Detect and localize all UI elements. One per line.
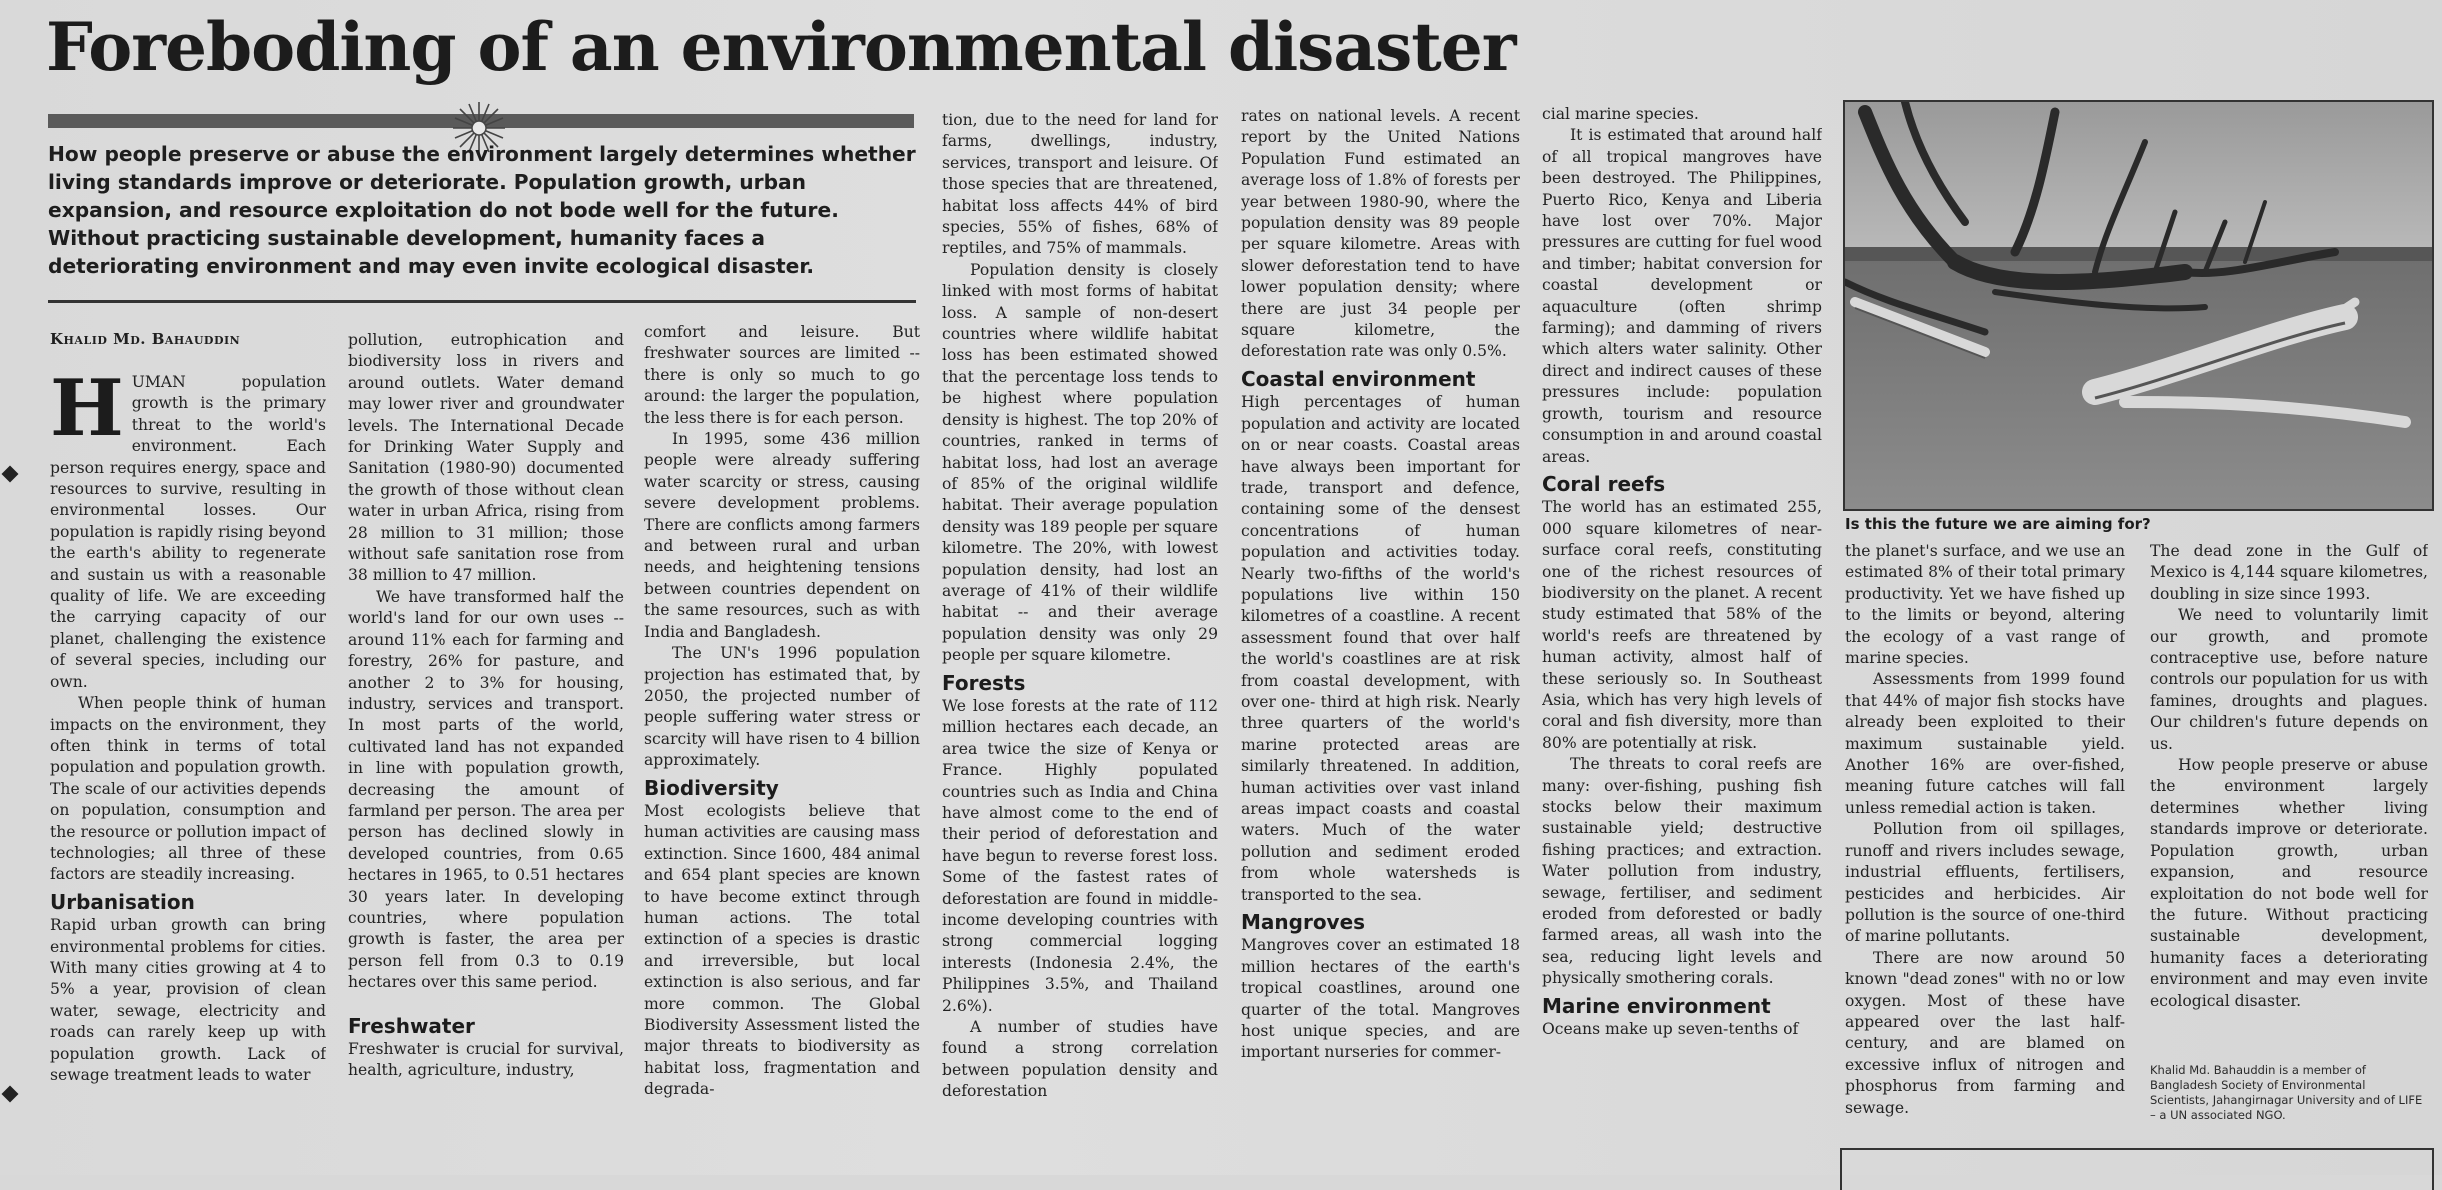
paragraph: In 1995, some 436 million people were already suffering water scarcity or stress, causing severe development problems. There are conflicts among farmers and between rural and urban needs, and heightening tensions between countries dependent on the same resources, such as with India and Bangladesh.	[644, 430, 920, 641]
paragraph: tion, due to the need for land for farms, dwellings, industry, services, transport and leisure. Of those species that are threatened, habitat loss affects 44% of bird species, 55% of fishes, 68% of reptiles, and 75% of mammals.	[942, 111, 1218, 258]
drop-cap: H	[50, 372, 124, 454]
lead-paragraph: HUMAN population growth is the primary threat to the world's environment. Each person requires energy, space and resources to survive, resulting in environmental losses. Our population is rapidly rising beyond the earth's ability to regenerate and sustain us with a reasonable quality of life. We are exceeding the carrying capacity of our planet, challenging the existence of several species, including our own.	[50, 372, 326, 691]
article-column-5	[1241, 106, 1520, 1162]
paragraph: It is estimated that around half of all tropical mangroves have been destroyed. The Philippines, Puerto Rico, Kenya and Liberia have lost over 70%. Major pressures are cutting for fuel wood and timber; habitat conversion for coastal development or aquaculture (often shrimp farming); and damming of rivers which alters water salinity. Other direct and indirect causes of these pressures include: population growth, tourism and resource consumption in and around coastal areas.	[1542, 126, 1822, 466]
paragraph: High percentages of human population and activity are located on or near coasts. Coastal areas have always been important for trade, transport and defence, containing some of the densest concentrations of human population and activities today. Nearly two-fifths of the world's populations live within 150 kilometres of a coastline. A recent assessment found that over half the world's coastlines are at risk from coastal development, with over one- third at high risk. Nearly three quarters of the world's marine protected areas are similarly threatened. In addition, human activities over vast inland areas impact coasts and coastal waters. Much of the water pollution and sediment eroded from whole watersheds is transported to the sea.	[1241, 393, 1520, 904]
paragraph: Rapid urban growth can bring environmental problems for cities. With many cities growing at 4 to 5% a year, provision of clean water, sewage, electricity and roads can rarely keep up with population growth. Lack of sewage treatment leads to water	[50, 916, 326, 1084]
paragraph: The threats to coral reefs are many: over-fishing, pushing fish stocks below their maximum sustainable yield; destructive fishing practices; and extraction. Water pollution from industry, sewage, fertiliser, and sediment eroded from deforested or badly farmed areas, all wash into the sea, reducing light levels and physically smothering corals.	[1542, 755, 1822, 988]
subhead-marine-environment: Marine environment	[1542, 993, 1771, 1018]
deck-rule	[48, 300, 916, 303]
paragraph: How people preserve or abuse the environment largely determines whether living standards improve or deteriorate. Population growth, urban expansion, and resource exploitation do not bode well for the future. Without practicing sustainable development, humanity faces a deteriorating environment and may even invite ecological disaster.	[2150, 756, 2428, 1010]
author-credit: Khalid Md. Bahauddin is a member of Bangladesh Society of Environmental Scientists, Jahangirnagar University and of LIFE – a UN associated NGO.	[2150, 1063, 2423, 1122]
article-column-7	[1845, 541, 2125, 1141]
paragraph: When people think of human impacts on the environment, they often think in terms of total population and population growth. The scale of our activities depends on population, consumption and the resource or pollution impact of technologies; all three of these factors are steadily increasing.	[50, 694, 326, 884]
article-column-6	[1542, 104, 1822, 1162]
paragraph: comfort and leisure. But freshwater sources are limited -- there is only so much to go around: the larger the population, the less there is for each person.	[644, 323, 920, 427]
deck-summary: How people preserve or abuse the environment largely determines whether living standards improve or deteriorate. Population growth, urban expansion, and resource exploitation do not bode well for the future. Without practicing sustainable development, humanity faces a deteriorating environment and may even invite ecological disaster.	[48, 142, 916, 278]
subhead-mangroves: Mangroves	[1241, 910, 1366, 935]
paragraph: Mangroves cover an estimated 18 million hectares of the earth's tropical coastlines, around one quarter of the total. Mangroves host unique species, and are important nurseries for commer-	[1241, 936, 1520, 1062]
subhead-freshwater: Freshwater	[348, 1013, 475, 1038]
paragraph: A number of studies have found a strong correlation between population density and deforestation	[942, 1018, 1218, 1101]
paragraph: rates on national levels. A recent report by the United Nations Population Fund estimated an average loss of 1.8% of forests per year between 1980-90, where the population density was 89 people per square kilometre. Areas with slower deforestation tend to have lower population density; where there are just 34 people per square kilometre, the deforestation rate was only 0.5%.	[1241, 107, 1520, 361]
adjacent-article-box	[1840, 1148, 2434, 1190]
paragraph: We have transformed half the world's land for our own uses -- around 11% each for farming and forestry, 26% for pasture, and another 2 to 3% for housing, industry, services and transport. In most parts of the world, cultivated land has not expanded in line with population growth, decreasing the amount of farmland per person. The area per person has declined slowly in developed countries, from 0.65 hectares in 1965, to 0.51 hectares 30 years later. In developing countries, where population growth is faster, the area per person fell from 0.3 to 0.19 hectares over this same period.	[348, 587, 624, 992]
photo-caption: Is this the future we are aiming for?	[1845, 515, 2151, 533]
subhead-coastal-environment: Coastal environment	[1241, 366, 1476, 391]
paragraph: Freshwater is crucial for survival, health, agriculture, industry,	[348, 1040, 624, 1080]
paragraph: The world has an estimated 255, 000 square kilometres of near-surface coral reefs, constituting one of the richest resources of biodiversity on the planet. A recent study estimated that 58% of the world's reefs are threatened by human activity, almost half of these seriously so. In Southeast Asia, which has very high levels of coral and fish diversity, more than 80% are potentially at risk.	[1542, 498, 1822, 752]
article-photo	[1843, 100, 2434, 511]
paragraph: We lose forests at the rate of 112 million hectares each decade, an area twice the size of Kenya or France. Highly populated countries such as India and China have almost come to the end of their period of deforestation and have begun to reverse forest loss. Some of the fastest rates of deforestation are found in middle-income developing countries with strong commercial logging interests (Indonesia 2.4%, the Philippines 3.5%, and Thailand 2.6%).	[942, 696, 1218, 1015]
article-column-8	[2150, 541, 2428, 1057]
paragraph: The UN's 1996 population projection has estimated that, by 2050, the projected number of people suffering water stress or scarcity will have risen to 4 billion approximately.	[644, 644, 920, 770]
margin-mark	[2, 1086, 19, 1103]
subhead-forests: Forests	[942, 670, 1026, 695]
paragraph: We need to voluntarily limit our growth, and promote contraceptive use, before nature controls our population for us with famines, droughts and plagues. Our children's future depends on us.	[2150, 606, 2428, 753]
article-column-1	[50, 372, 326, 1162]
byline: Khalid Md. Bahauddin	[50, 330, 241, 348]
paragraph: The dead zone in the Gulf of Mexico is 4,144 square kilometres, doubling in size since 1993.	[2150, 542, 2428, 603]
paragraph: Pollution from oil spillages, runoff and rivers includes sewage, industrial effluents, fertilisers, pesticides and herbicides. Air pollution is the source of one-third of marine pollutants.	[1845, 820, 2125, 946]
headline: Foreboding of an environmental disaster	[46, 8, 1516, 86]
driftwood-photo	[1845, 102, 2432, 509]
article-column-2	[348, 330, 624, 1162]
paragraph: Assessments from 1999 found that 44% of major fish stocks have already been exploited to their maximum sustainable yield. Another 16% are over-fished, meaning future catches will fall unless remedial action is taken.	[1845, 670, 2125, 817]
subhead-urbanisation: Urbanisation	[50, 889, 195, 914]
paragraph: Oceans make up seven-tenths of	[1542, 1020, 1799, 1039]
paragraph: Population density is closely linked with most forms of habitat loss. A sample of non-desert countries where wildlife habitat loss has been estimated showed that the percentage loss tends to be highest where population density is highest. The top 20% of countries, ranked in terms of habitat loss, had lost an average of 85% of the original wildlife habitat. Their average population density was 189 people per square kilometre. The 20%, with lowest population density, had lost an average of 41% of their wildlife habitat -- and their average population density was only 29 people per square kilometre.	[942, 260, 1218, 665]
paragraph: pollution, eutrophication and biodiversity loss in rivers and around outlets. Water demand may lower river and groundwater levels. The International Decade for Drinking Water Supply and Sanitation (1980-90) documented the growth of those without clean water in urban Africa, rising from 28 million to 31 million; those without safe sanitation rose from 38 million to 47 million.	[348, 331, 624, 585]
paragraph: the planet's surface, and we use an estimated 8% of their total primary productivity. Yet we have fished up to the limits or beyond, altering the ecology of a vast range of marine species.	[1845, 542, 2125, 668]
subhead-coral-reefs: Coral reefs	[1542, 471, 1666, 496]
paragraph: cial marine species.	[1542, 105, 1699, 123]
paragraph: There are now around 50 known "dead zones" with no or low oxygen. Most of these have appeared over the last half-century, and are blamed on excessive influx of nitrogen and phosphorus from farming and sewage.	[1845, 948, 2125, 1117]
article-column-3	[644, 322, 920, 1162]
subhead-biodiversity: Biodiversity	[644, 775, 779, 800]
margin-mark	[2, 466, 19, 483]
paragraph: Most ecologists believe that human activities are causing mass extinction. Since 1600, 484 animal and 654 plant species are known to have become extinct through human actions. The total extinction of a species is drastic and irreversible, but local extinction is also serious, and far more common. The Global Biodiversity Assessment listed the major threats to biodiversity as habitat loss, fragmentation and degrada-	[644, 801, 920, 1099]
article-column-4	[942, 110, 1218, 1162]
